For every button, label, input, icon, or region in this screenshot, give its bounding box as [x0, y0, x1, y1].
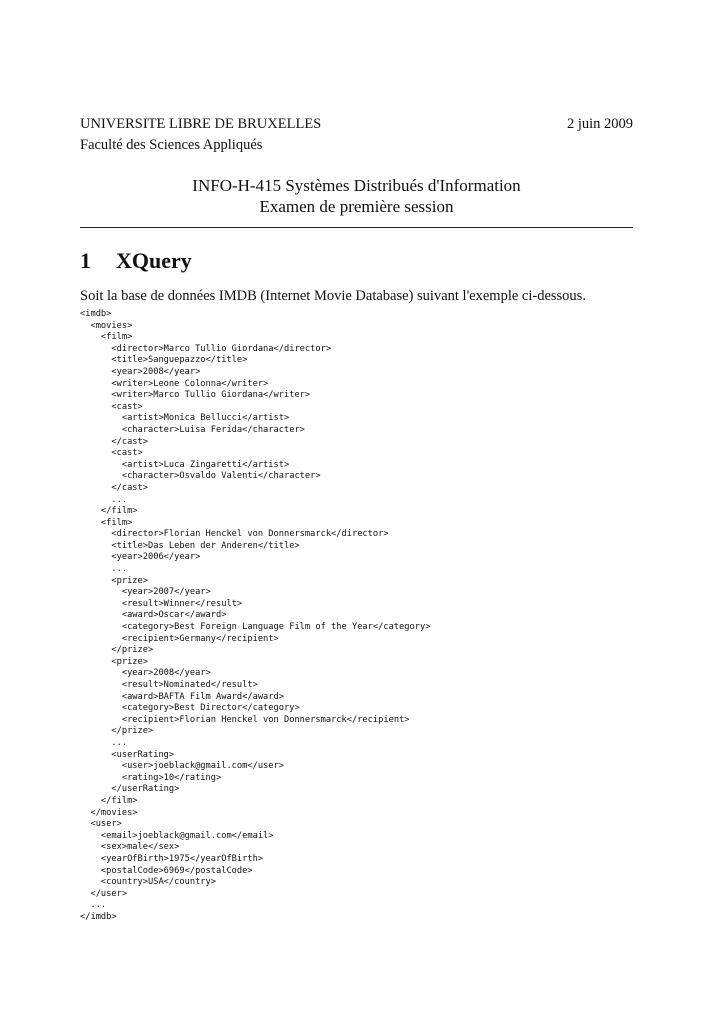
code-line: </imdb>: [80, 911, 117, 922]
code-line: <email>joeblack@gmail.com</email>: [80, 830, 274, 841]
faculty-name: Faculté des Sciences Appliqués: [80, 137, 263, 153]
code-line: <category>Best Director</category>: [80, 703, 300, 714]
exam-date: 2 juin 2009: [566, 116, 633, 132]
code-line: <country>USA</country>: [80, 877, 216, 888]
xml-code-block: [80, 309, 430, 923]
code-line: </film>: [80, 506, 138, 517]
code-line: <director>Florian Henckel von Donnersmarck</director>: [80, 529, 389, 540]
header-divider: [80, 227, 633, 228]
code-line: </cast>: [80, 482, 148, 493]
section-heading: [80, 247, 192, 275]
code-line: <writer>Marco Tullio Giordana</writer>: [80, 390, 311, 401]
institution-header: [80, 114, 321, 156]
code-line: ...: [80, 737, 128, 748]
code-line: <cast>: [80, 401, 143, 412]
code-line: <year>2007</year>: [80, 587, 211, 598]
code-line: <artist>Monica Bellucci</artist>: [80, 413, 290, 424]
section-number: 1: [80, 248, 91, 273]
code-line: <imdb>: [80, 309, 112, 319]
university-name: UNIVERSITE LIBRE DE BRUXELLES: [80, 116, 322, 132]
code-line: </cast>: [80, 436, 148, 447]
code-line: <character>Osvaldo Valenti</character>: [80, 471, 321, 482]
code-line: <film>: [80, 517, 133, 528]
code-line: <movies>: [80, 320, 133, 331]
code-line: <user>: [80, 819, 122, 830]
code-line: <award>Oscar</award>: [80, 610, 227, 621]
intro-paragraph: Soit la base de données IMDB (Internet Movie Database) suivant l'exemple ci-dessous.: [80, 288, 586, 304]
code-line: </movies>: [80, 807, 138, 818]
code-line: <prize>: [80, 575, 148, 586]
code-line: <result>Nominated</result>: [80, 680, 258, 690]
code-line: ...: [80, 564, 128, 575]
section-title: XQuery: [116, 248, 192, 273]
code-line: <userRating>: [80, 749, 175, 760]
code-line: </user>: [80, 888, 128, 899]
code-line: <recipient>Germany</recipient>: [80, 633, 279, 644]
code-line: <prize>: [80, 656, 148, 667]
exam-title-block: [80, 175, 633, 217]
code-line: <result>Winner</result>: [80, 598, 243, 609]
code-line: ...: [80, 494, 128, 505]
code-line: <postalCode>6969</postalCode>: [80, 865, 253, 876]
code-line: <title>Das Leben der Anderen</title>: [80, 540, 300, 551]
code-line: <year>2006</year>: [80, 552, 201, 563]
code-line: <category>Best Foreign Language Film of the Year</category>: [80, 622, 431, 633]
code-line: <recipient>Florian Henckel von Donnersmarck</recipient>: [80, 714, 410, 725]
code-line: <film>: [80, 332, 133, 343]
code-line: <year>2008</year>: [80, 668, 211, 679]
course-title: INFO-H-415 Systèmes Distribués d'Information: [192, 176, 521, 195]
code-line: </prize>: [80, 726, 154, 737]
code-line: <director>Marco Tullio Giordana</director>: [80, 343, 332, 354]
code-line: <award>BAFTA Film Award</award>: [80, 691, 284, 702]
code-line: <cast>: [80, 448, 143, 459]
code-line: <rating>10</rating>: [80, 772, 222, 783]
code-line: <sex>male</sex>: [80, 842, 180, 853]
code-line: </prize>: [80, 645, 154, 656]
code-line: <writer>Leone Colonna</writer>: [80, 378, 269, 389]
code-line: <yearOfBirth>1975</yearOfBirth>: [80, 853, 264, 864]
code-line: <artist>Luca Zingaretti</artist>: [80, 459, 290, 470]
code-line: </film>: [80, 795, 138, 806]
code-line: <year>2008</year>: [80, 366, 201, 377]
code-line: <title>Sanguepazzo</title>: [80, 355, 248, 366]
code-line: ...: [80, 900, 107, 911]
code-line: <user>joeblack@gmail.com</user>: [80, 761, 284, 772]
code-line: </userRating>: [80, 784, 180, 795]
code-line: <character>Luisa Ferida</character>: [80, 424, 305, 435]
exam-session-title: Examen de première session: [259, 197, 454, 216]
